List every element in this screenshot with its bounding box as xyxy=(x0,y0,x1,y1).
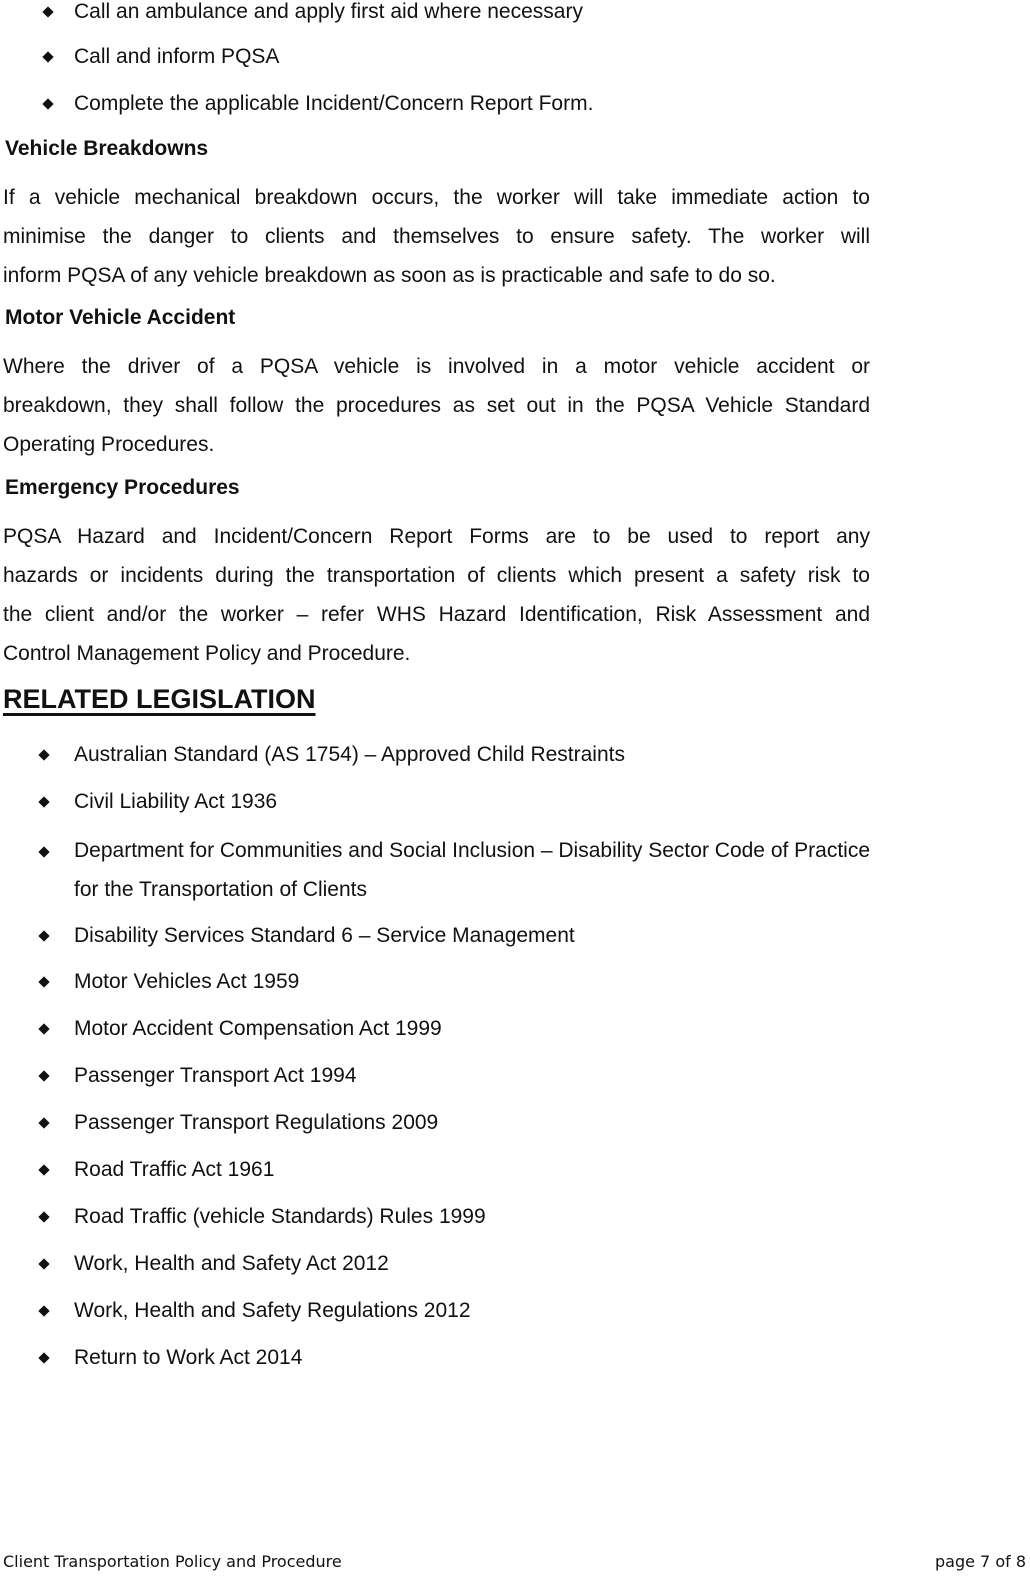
section-title-related-legislation: RELATED LEGISLATION xyxy=(3,684,316,714)
list-item-text: Road Traffic (vehicle Standards) Rules 1999 xyxy=(74,1205,486,1228)
list-item xyxy=(40,921,575,951)
list-item xyxy=(40,1061,357,1091)
list-item-text: Call an ambulance and apply first aid where necessary xyxy=(74,0,583,23)
diamond-bullet-icon xyxy=(38,1164,49,1175)
paragraph-line: minimise the danger to clients and themselves to ensure safety. The worker will xyxy=(3,225,870,248)
diamond-bullet-icon xyxy=(38,1305,49,1316)
list-item-text: Department for Communities and Social Inclusion – Disability Sector Code of Practice for the Transportation of Clients xyxy=(74,839,871,901)
list-item-text: Call and inform PQSA xyxy=(74,45,280,68)
diamond-bullet-icon xyxy=(38,1211,49,1222)
list-item-text: Passenger Transport Act 1994 xyxy=(74,1064,357,1087)
list-item-text: Motor Accident Compensation Act 1999 xyxy=(74,1017,442,1040)
list-item-text: Complete the applicable Incident/Concern Report Form. xyxy=(74,92,594,115)
diamond-bullet-icon xyxy=(38,930,49,941)
list-item xyxy=(40,1014,442,1044)
diamond-bullet-icon xyxy=(42,98,53,109)
diamond-bullet-icon xyxy=(38,1352,49,1363)
list-item xyxy=(40,1108,438,1138)
diamond-bullet-icon xyxy=(38,796,49,807)
section-heading-emergency-procedures: Emergency Procedures xyxy=(5,476,240,499)
footer-page-number: page 7 of 8 xyxy=(935,1552,1026,1571)
paragraph-line: If a vehicle mechanical breakdown occurs, the worker will take immediate action to xyxy=(3,186,870,209)
paragraph-emergency-procedures xyxy=(3,517,870,673)
paragraph-motor-vehicle-accident xyxy=(3,347,870,464)
list-item-text: Motor Vehicles Act 1959 xyxy=(74,970,300,993)
list-item xyxy=(40,1343,302,1373)
list-item xyxy=(44,89,593,119)
list-item-text: Passenger Transport Regulations 2009 xyxy=(74,1111,439,1134)
list-item xyxy=(40,1249,389,1279)
section-heading-motor-vehicle-accident: Motor Vehicle Accident xyxy=(5,306,236,329)
list-item-text: Road Traffic Act 1961 xyxy=(74,1158,275,1181)
paragraph-line: hazards or incidents during the transportation of clients which present a safety risk to xyxy=(3,564,870,587)
paragraph-line: PQSA Hazard and Incident/Concern Report Forms are to be used to report any xyxy=(3,525,870,548)
paragraph-line: inform PQSA of any vehicle breakdown as soon as is practicable and safe to do so. xyxy=(3,264,776,287)
diamond-bullet-icon xyxy=(42,51,53,62)
paragraph-line: Where the driver of a PQSA vehicle is involved in a motor vehicle accident or xyxy=(3,355,870,378)
section-heading-vehicle-breakdowns: Vehicle Breakdowns xyxy=(5,137,209,160)
diamond-bullet-icon xyxy=(38,749,49,760)
diamond-bullet-icon xyxy=(42,6,53,17)
list-item xyxy=(40,1296,471,1326)
list-item-text: Civil Liability Act 1936 xyxy=(74,790,278,813)
footer-document-title: Client Transportation Policy and Procedure xyxy=(3,1552,342,1571)
list-item-text: Work, Health and Safety Act 2012 xyxy=(74,1252,389,1275)
list-item xyxy=(40,1155,274,1185)
diamond-bullet-icon xyxy=(38,976,49,987)
paragraph-line: the client and/or the worker – refer WHS Hazard Identification, Risk Assessment and xyxy=(3,603,870,626)
diamond-bullet-icon xyxy=(38,1070,49,1081)
diamond-bullet-icon xyxy=(38,846,49,857)
paragraph-vehicle-breakdowns xyxy=(3,178,870,295)
list-item xyxy=(40,787,277,817)
list-item xyxy=(40,967,299,997)
paragraph-line: breakdown, they shall follow the procedures as set out in the PQSA Vehicle Standard xyxy=(3,394,870,417)
diamond-bullet-icon xyxy=(38,1258,49,1269)
list-item xyxy=(40,740,625,770)
list-item xyxy=(40,834,874,909)
paragraph-line: Operating Procedures. xyxy=(3,433,215,456)
list-item-text: Return to Work Act 2014 xyxy=(74,1346,303,1369)
list-item xyxy=(44,0,583,27)
diamond-bullet-icon xyxy=(38,1117,49,1128)
list-item-text: Work, Health and Safety Regulations 2012 xyxy=(74,1299,471,1322)
list-item-text: Disability Services Standard 6 – Service Management xyxy=(74,924,575,947)
paragraph-line: Control Management Policy and Procedure. xyxy=(3,642,411,665)
diamond-bullet-icon xyxy=(38,1023,49,1034)
list-item xyxy=(40,1202,486,1232)
list-item xyxy=(44,42,279,72)
list-item-text: Australian Standard (AS 1754) – Approved Child Restraints xyxy=(74,743,625,766)
